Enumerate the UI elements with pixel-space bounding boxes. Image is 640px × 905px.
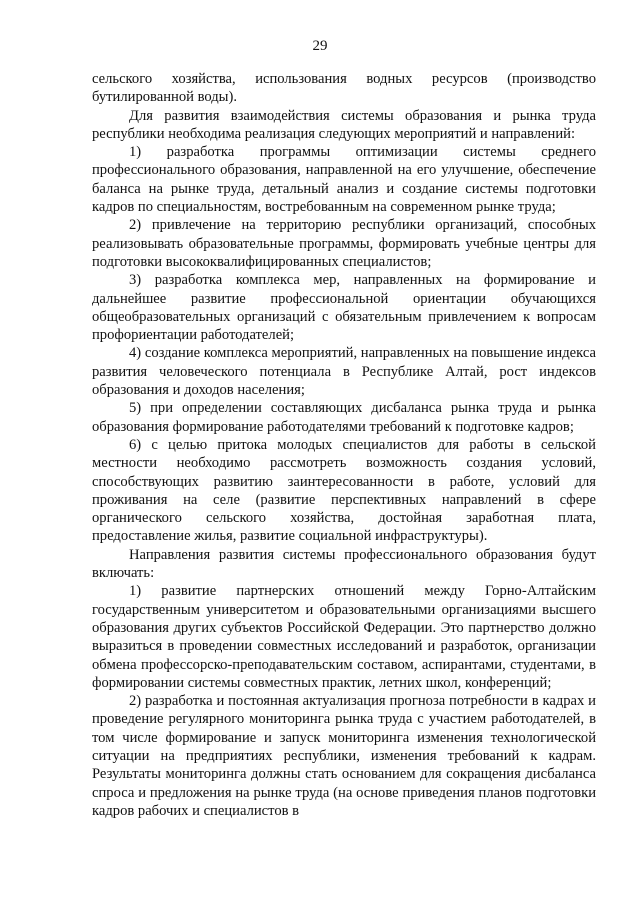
list-item-measure-4: 4) создание комплекса мероприятий, направленных на повышение индекса развития человеческого потенциала в Республике Алтай, рост индексов образования и доходов населения; bbox=[92, 345, 596, 399]
page-number: 29 bbox=[312, 38, 328, 54]
list-item-direction-1: 1) развитие партнерских отношений между Горно-Алтайским государственным университетом и образовательными организациями высшего образования других субъектов Российской Федерации. Это партнерство должно выразиться в проведении совместных исследований и разработок, организации обмена профессорско-преподавательским составом, аспирантами, студентами, в формировании системы совместных практик, летних школ, конференций; bbox=[92, 583, 596, 691]
list-item-measure-3: 3) разработка комплекса мер, направленных на формирование и дальнейшее развитие профессиональной ориентации обучающихся общеобразовательных организаций с обязательным привлечением к вопросам профориентации работодателей; bbox=[92, 272, 596, 344]
paragraph-intro-measures: Для развития взаимодействия системы образования и рынка труда республики необходима реализация следующих мероприятий и направлений: bbox=[92, 107, 596, 142]
list-item-direction-2: 2) разработка и постоянная актуализация прогноза потребности в кадрах и проведение регулярного мониторинга рынка труда с участием работодателей, в том числе формирование и запуск мониторинга изменения технологической ситуации на предприятиях республики, изменения требований к кадрам. Результаты мониторинга должны стать основанием для сокращения дисбаланса спроса и предложения на рынке труда (на основе приведения планов подготовки кадров рабочих и специалистов в bbox=[92, 693, 596, 819]
list-item-measure-5: 5) при определении составляющих дисбаланса рынка труда и рынка образования формирование работодателями требований к подготовке кадров; bbox=[92, 400, 596, 435]
list-item-measure-1: 1) разработка программы оптимизации системы среднего профессионального образования, направленной на его улучшение, обеспечение баланса на рынке труда, детальный анализ и создание системы подготовки кадров по специальностям, востребованным на современном рынке труда; bbox=[92, 144, 596, 216]
paragraph-continuation: сельского хозяйства, использования водных ресурсов (производство бутилированной воды). bbox=[92, 71, 596, 106]
list-item-measure-6: 6) с целью притока молодых специалистов для работы в сельской местности необходимо рассмотреть возможность создания условий, способствующих развитию заинтересованности в работе, условий для проживания на селе (развитие перспективных направлений в сфере органического сельского хозяйства, достойная заработная плата, предоставление жилья, развитие социальной инфраструктуры). bbox=[92, 436, 596, 545]
body-text bbox=[92, 70, 596, 820]
paragraph-intro-directions: Направления развития системы профессионального образования будут включать: bbox=[92, 546, 596, 582]
list-item-measure-2: 2) привлечение на территорию республики организаций, способных реализовывать образовательные программы, формировать учебные центры для подготовки высококвалифицированных специалистов; bbox=[92, 217, 596, 270]
